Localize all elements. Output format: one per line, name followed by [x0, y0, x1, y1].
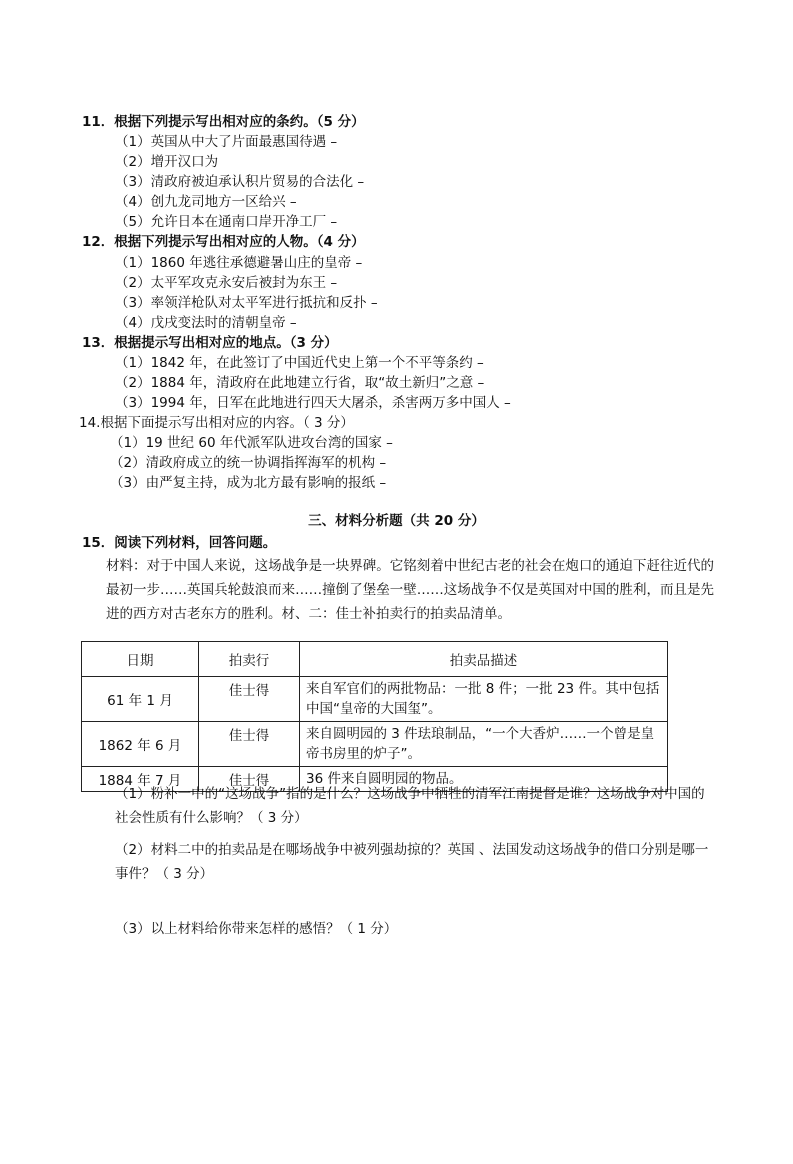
q11-title: 11．根据下列提示写出相对应的条约。（5 分）	[82, 114, 365, 130]
q14-item-1: （1）19 世纪 60 年代派军队进攻台湾的国家 –	[110, 435, 393, 451]
row-date: 1862 年 6 月	[82, 722, 199, 767]
q15-material: 材料：对于中国人来说，这场战争是一块界碑。它铭刻着中世纪古老的社会在炮口的通迫下赶往近代的最初一步……英国兵轮鼓浪而来……撞倒了堡垒一壁……这场战争不仅是英国对中国的胜利，而且是先进的西方对古老东方的胜利。材、二：佳士补拍卖行的拍卖品清单。	[106, 558, 714, 622]
row-auction-house: 佳士得	[199, 677, 300, 722]
q15-sub-question-3: （3）以上材料给你带来怎样的感悟？（ 1 分）	[115, 921, 398, 937]
q15-title: 15．阅读下列材料，回答问题。	[82, 535, 277, 551]
section-3-heading: 三、材料分析题（共 20 分）	[308, 513, 485, 529]
auction-table	[81, 641, 668, 792]
row-date: 61 年 1 月	[82, 677, 199, 722]
row-description: 来自圆明园的 3 件珐琅制品，“一个大香炉……一个曾是皇帝书房里的炉子”。	[300, 722, 668, 767]
row-description: 36 件来自圆明园的物品。	[300, 767, 668, 792]
table-row	[82, 722, 668, 767]
table-row	[82, 677, 668, 722]
q13-item-3: （3）1994 年，日军在此地进行四天大屠杀，杀害两万多中国人 –	[115, 395, 511, 411]
q11-item-5: （5）允许日本在通南口岸开净工厂 –	[115, 214, 338, 230]
q13-item-1: （1）1842 年，在此签订了中国近代史上第一个不平等条约 –	[115, 355, 484, 371]
q15-sub-question-2: （2）材料二中的拍卖品是在哪场战争中被列强劫掠的？英国 、法国发动这场战争的借口分别是哪一事件？（ 3 分）	[115, 842, 709, 882]
header-description: 拍卖品描述	[300, 642, 668, 677]
header-date: 日期	[82, 642, 199, 677]
q12-item-3: （3）率领洋枪队对太平军进行抵抗和反扑 –	[115, 295, 378, 311]
q12-item-4: （4）戊戌变法时的清朝皇帝 –	[115, 315, 297, 331]
row-date: 1884 年 7 月	[82, 767, 199, 792]
row-auction-house: 佳士得	[199, 767, 300, 792]
q15-sub-question-1: （1）粉补一中的“这场战争”指的是什么？这场战争中牺牲的清军江南提督是谁？这场战争对中国的社会性质有什么影响？（ 3 分）	[115, 786, 705, 826]
q11-item-3: （3）清政府被迫承认积片贸易的合法化 –	[115, 174, 365, 190]
header-auction-house: 拍卖行	[199, 642, 300, 677]
q13-title: 13．根据提示写出相对应的地点。（3 分）	[82, 335, 338, 351]
q12-item-2: （2）太平军攻克永安后被封为东王 –	[115, 275, 338, 291]
q14-item-2: （2）清政府成立的统一协调指挥海军的机构 –	[110, 455, 387, 471]
row-auction-house: 佳士得	[199, 722, 300, 767]
auction-table-header-row	[82, 642, 668, 677]
q12-item-1: （1）1860 年逃往承德避暑山庄的皇帝 –	[115, 255, 363, 271]
q11-item-1: （1）英国从中大了片面最惠国待遇 –	[115, 134, 338, 150]
q14-title: 14.根据下面提示写出相对应的内容。（ 3 分）	[79, 415, 354, 431]
q11-item-2: （2）增开汉口为	[115, 154, 219, 170]
q11-item-4: （4）创九龙司地方一区给兴 –	[115, 194, 297, 210]
q13-item-2: （2）1884 年，清政府在此地建立行省，取“故土新归”之意 –	[115, 375, 485, 391]
row-description: 来自军官们的两批物品：一批 8 件；一批 23 件。其中包括中国“皇帝的大国玺”。	[300, 677, 668, 722]
q14-item-3: （3）由严复主持，成为北方最有影响的报纸 –	[110, 475, 387, 491]
q12-title: 12．根据下列提示写出相对应的人物。（4 分）	[82, 234, 365, 250]
